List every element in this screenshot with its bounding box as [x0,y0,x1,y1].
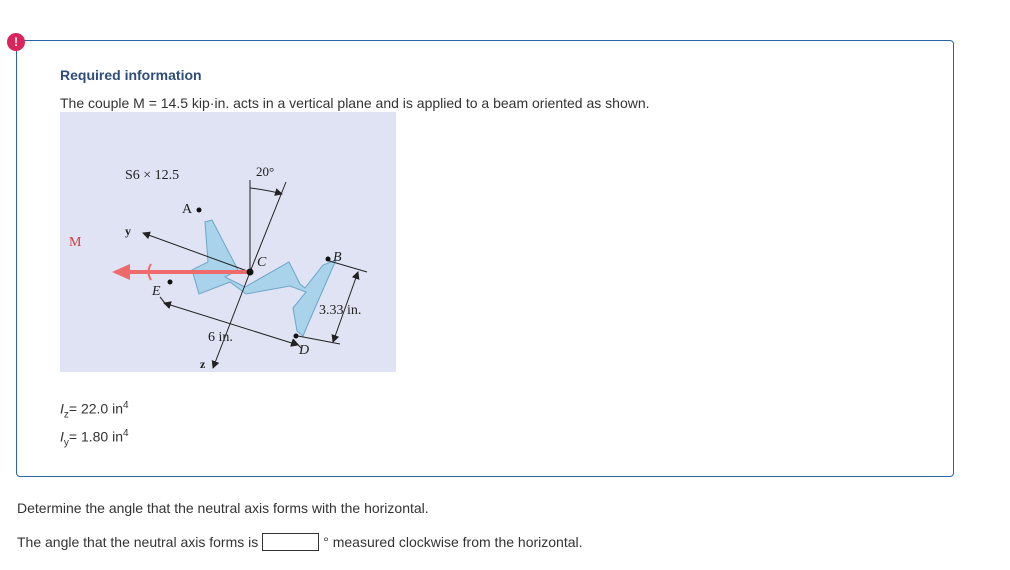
point-a-label: A [182,202,193,217]
iy-symbol: I [60,428,64,445]
moment-of-inertia-z [60,400,129,420]
angle-label: 20° [256,164,275,179]
info-heading: Required information [60,67,202,83]
beam-diagram [60,112,396,372]
depth-extension-left [160,297,169,308]
iy-exponent: 4 [123,428,129,439]
answer-suffix: ° measured clockwise from the horizontal. [323,534,583,550]
depth-dimension-label: 6 in. [208,330,233,345]
point-d-dot [294,334,299,339]
flange-dimension-label: 3.33 in. [319,303,362,318]
point-c-label: C [257,255,267,270]
iz-exponent: 4 [123,400,129,411]
moment-label: M [69,235,82,250]
question-prompt: Determine the angle that the neutral axis forms with the horizontal. [17,500,429,516]
point-e-label: E [152,284,161,299]
moment-of-inertia-y [60,428,129,448]
iz-subscript: z [63,409,69,421]
iy-value: = 1.80 in [68,428,123,445]
point-d-label: D [299,343,310,358]
moment-arrow-head [112,264,130,280]
required-information-panel [16,40,954,477]
point-b-label: B [333,250,342,265]
inclined-reference-line [250,182,286,272]
iz-value: = 22.0 in [68,400,123,417]
y-axis-label: y [125,224,131,238]
point-a-dot [197,208,202,213]
z-axis-label: z [200,357,206,371]
section-label: S6 × 12.5 [125,168,180,183]
angle-answer-input[interactable] [262,533,319,551]
point-b-dot [326,257,331,262]
beam-figure [60,112,396,372]
angle-arc [250,188,282,194]
iy-subscript: y [63,437,69,449]
alert-icon: ! [7,33,25,51]
iz-symbol: I [60,400,64,417]
y-axis-line [143,233,250,272]
info-statement: The couple M = 14.5 kip·in. acts in a vertical plane and is applied to a beam oriented as shown. [60,95,650,111]
answer-prefix: The angle that the neutral axis forms is [17,534,259,550]
point-e-dot [168,280,173,285]
answer-row [17,533,583,551]
point-c-dot [247,269,254,276]
